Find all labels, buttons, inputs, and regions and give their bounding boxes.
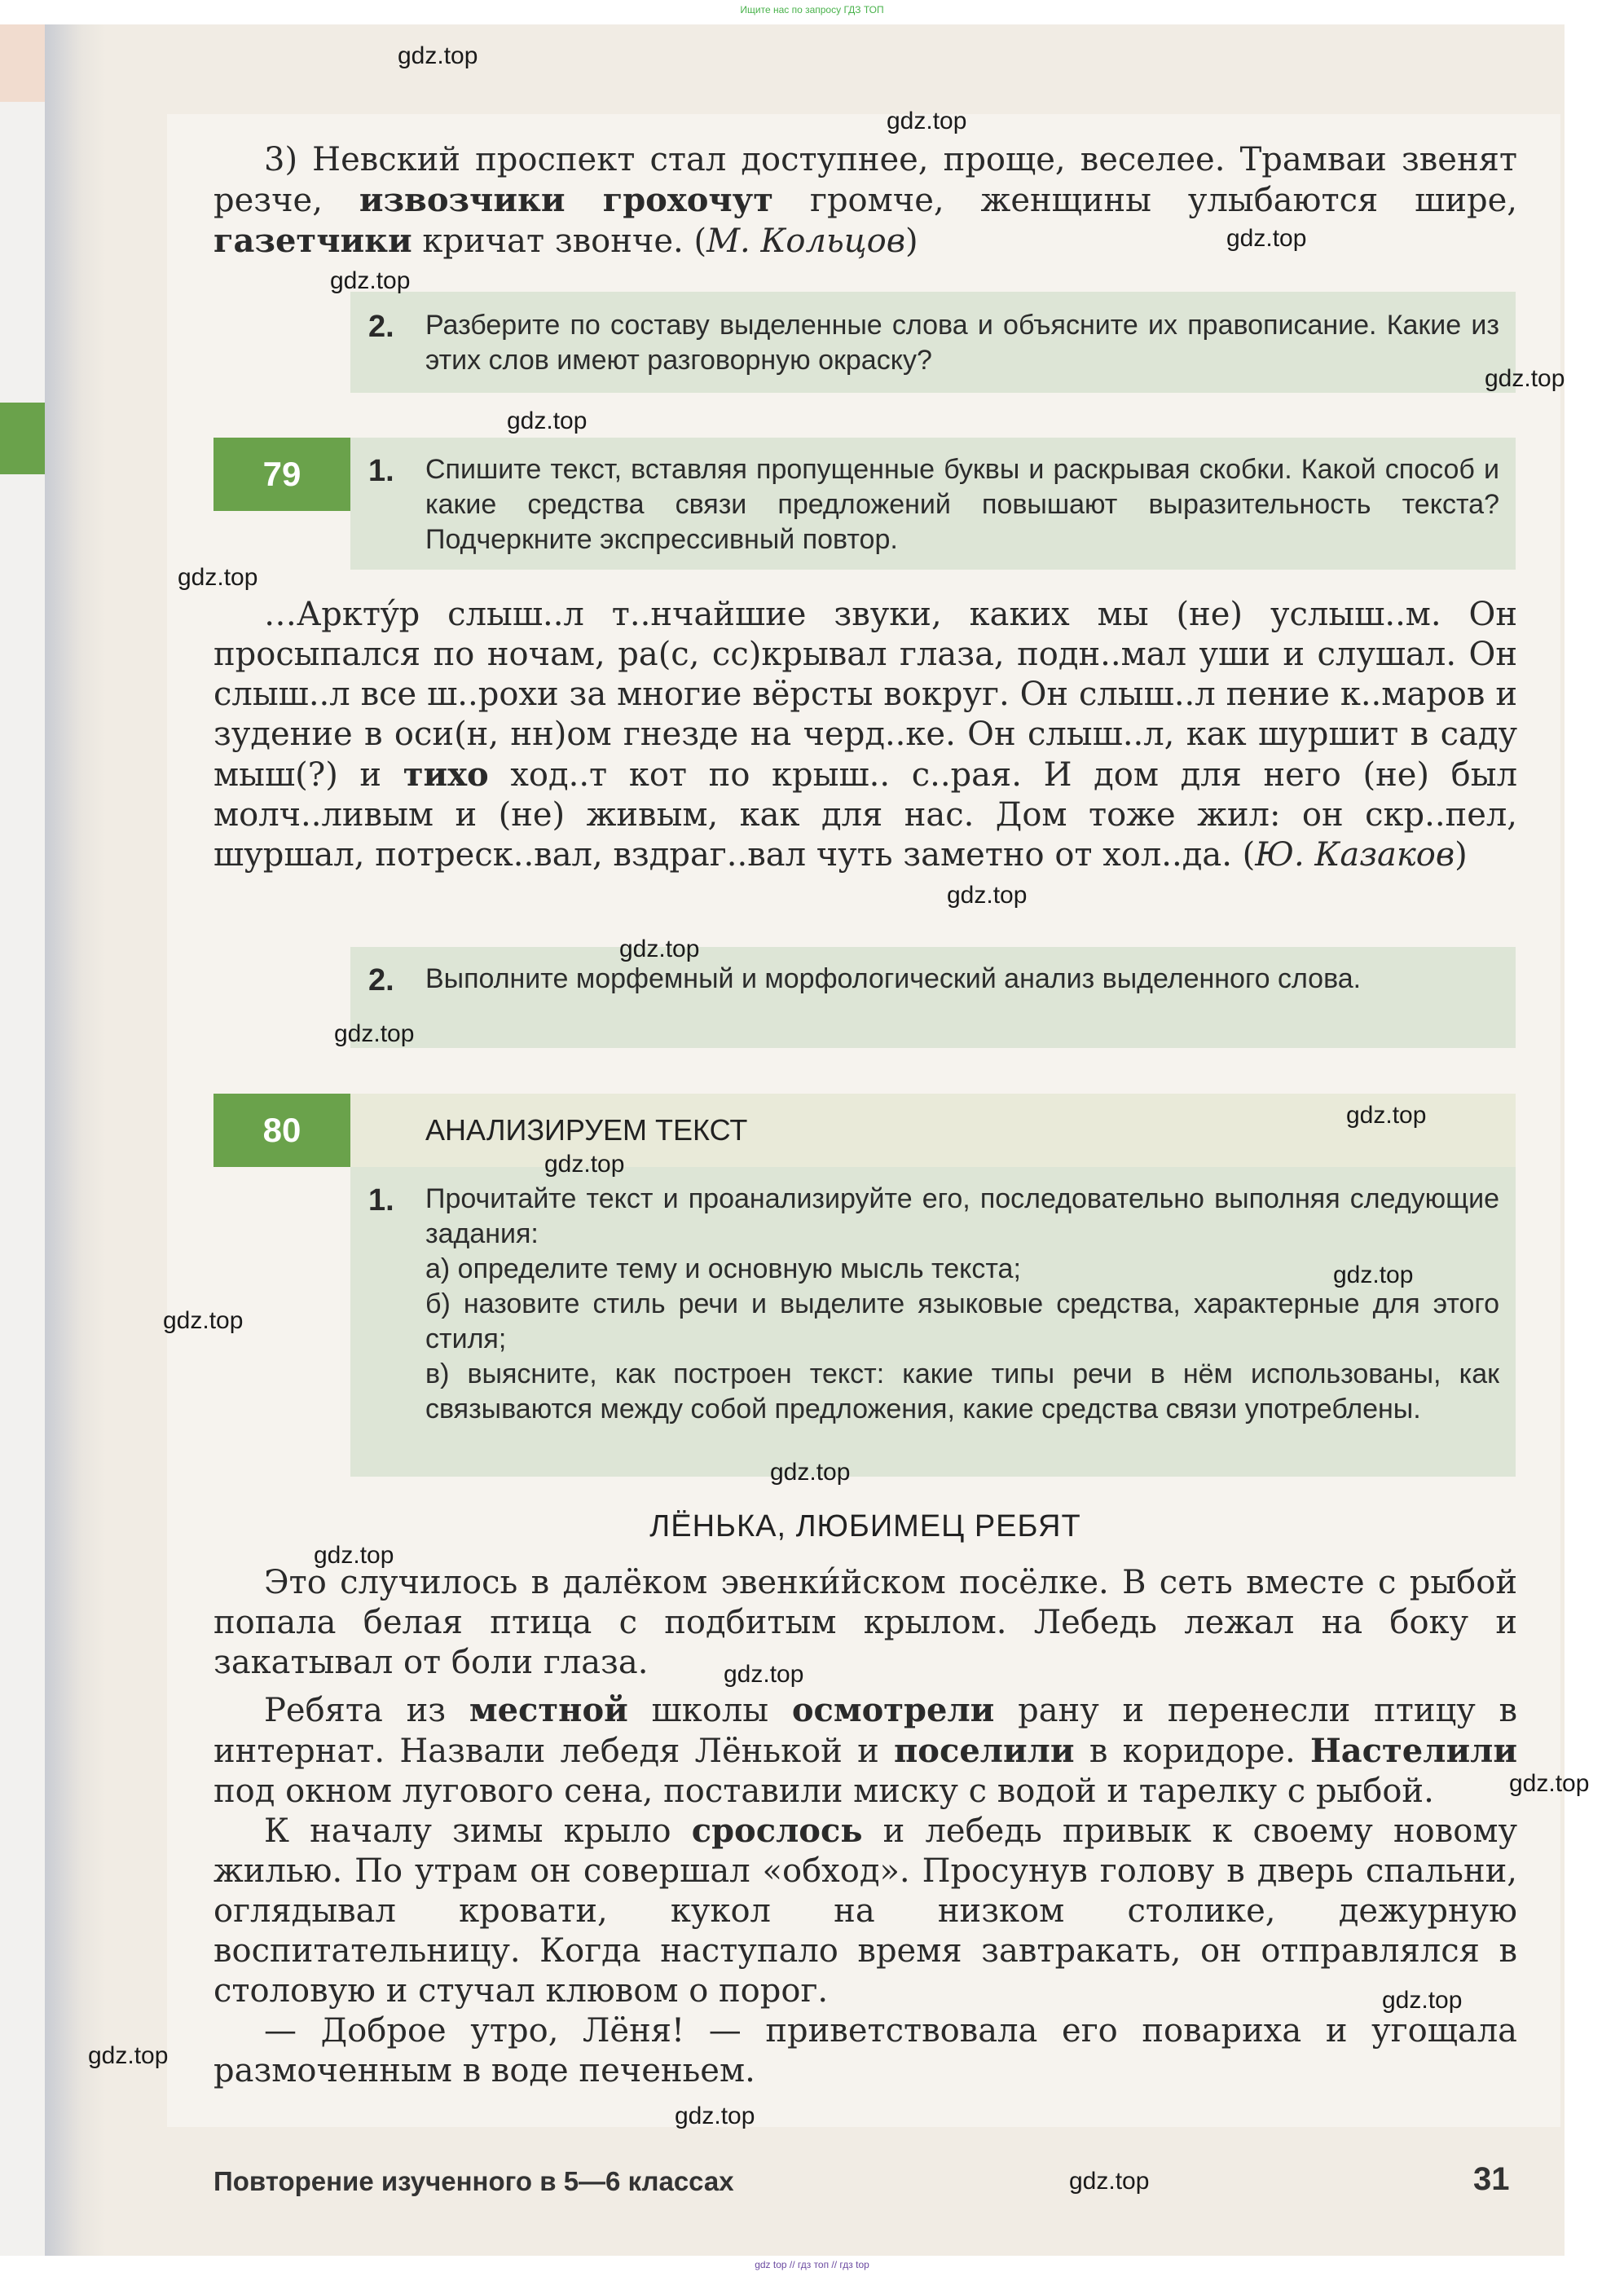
- task-number: 2.: [368, 963, 394, 997]
- task-line: в) выясните, как построен текст: какие типы речи в нём использованы, как связываются между собой предложения, какие средства связи употреблены.: [425, 1358, 1499, 1425]
- watermark: gdz.top: [163, 1307, 244, 1334]
- exercise-badge-79: 79: [213, 438, 350, 511]
- watermark: gdz.top: [330, 267, 411, 294]
- paragraph-3: 3) Невский проспект стал доступнее, проще, веселее. Трамваи звенят резче, извозчики грохочут громче, женщины улыбаются шире, газетчики кричат звонче. (М. Кольцов): [213, 141, 1517, 260]
- task-box-2: [350, 292, 1516, 393]
- watermark: gdz.top: [770, 1459, 851, 1486]
- story-paragraph-4: — Доброе утро, Лёня! — приветствовала его повариха и угощала размоченным в воде печеньем.: [213, 2012, 1517, 2089]
- story-paragraph-1: Это случилось в далёком эвенки́йском посёлке. В сеть вместе с рыбой попала белая птица с подбитым крылом. Лебедь лежал на боку и закатывал от боли глаза.: [213, 1564, 1517, 1681]
- exercise-heading: АНАЛИЗИРУЕМ ТЕКСТ: [425, 1113, 748, 1147]
- left-margin-green-tab: [0, 403, 45, 474]
- story-paragraph-2: Ребята из местной школы осмотрели рану и перенесли птицу в интернат. Назвали лебедя Лёнькой и поселили в коридоре. Настелили под окном лугового сена, поставили миску с водой и тарелку с рыбой.: [213, 1691, 1517, 1810]
- watermark: gdz.top: [1509, 1770, 1590, 1797]
- exercise-80-task-box: [350, 1167, 1516, 1477]
- watermark: gdz.top: [1485, 365, 1565, 392]
- story-paragraph-3: К началу зимы крыло срослось и лебедь привык к своему новому жилью. По утрам он совершал «обход». Просунув голову в дверь спальни, оглядывал кровати, кукол на низком столике, дежурную воспитательницу. Когда наступало время завтракать, он отправлялся в столовую и стучал клювом о порог.: [213, 1812, 1517, 2010]
- task-number: 2.: [368, 310, 394, 344]
- exercise-79-task-box: [350, 438, 1516, 570]
- left-margin-strip: [0, 24, 45, 2256]
- task-line: а) определите тему и основную мысль текста;: [425, 1253, 1021, 1284]
- exercise-79-text: …Арктýр слыш..л т..нчайшие звуки, каких мы (не) услыш..м. Он просыпался по ночам, ра(с, сс)крывал глаза, подн..мал уши и слушал. Он слыш..л все ш..рохи за многие вёрсты вокруг. Он слыш..л пение к..маров и зудение в оси(н, нн)ом гнезде на черд..ке. Он слыш..л, как шуршит в саду мыш(?) и тихо ход..т кот по крыш.. с..рая. И дом для него (не) был молч..ливым и (не) живым, как для нас. Дом тоже жил: он скр..пел, шуршал, потреск..вал, вздраг..вал чуть заметно от хол..да. (Ю. Казаков): [213, 596, 1517, 874]
- watermark: gdz.top: [398, 42, 478, 69]
- watermark: gdz.top: [1333, 1262, 1414, 1288]
- task-line: Прочитайте текст и проанализируйте его, последовательно выполняя следующие задания:: [425, 1183, 1499, 1249]
- watermark: gdz.top: [507, 407, 588, 434]
- bottom-note: gdz top // гдз топ // гдз top: [755, 2259, 869, 2270]
- book-spine-shadow: [45, 24, 106, 2256]
- exercise-badge-80: 80: [213, 1094, 350, 1167]
- footer-section-title: Повторение изученного в 5—6 классах: [213, 2166, 734, 2196]
- page-number: 31: [1473, 2161, 1510, 2197]
- watermark: gdz.top: [178, 564, 258, 591]
- task-number: 1.: [368, 1183, 394, 1218]
- watermark: gdz.top: [334, 1020, 415, 1047]
- watermark: gdz.top: [1069, 2168, 1150, 2195]
- task-list: [425, 1182, 1499, 1427]
- task-text: Выполните морфемный и морфологический анализ выделенного слова.: [425, 963, 1362, 994]
- watermark: gdz.top: [314, 1542, 394, 1569]
- exercise-79-task2-box: [350, 947, 1516, 1048]
- watermark: gdz.top: [675, 2103, 755, 2129]
- watermark: gdz.top: [1226, 225, 1307, 252]
- left-margin-tab: [0, 24, 45, 102]
- exercise-80-heading-band: [350, 1094, 1516, 1167]
- watermark: gdz.top: [88, 2042, 169, 2069]
- watermark: gdz.top: [887, 108, 967, 134]
- task-text: Спишите текст, вставляя пропущенные буквы и раскрывая скобки. Какой способ и какие средства связи предложений повышают выразительность текста? Подчеркните экспрессивный повтор.: [425, 454, 1499, 555]
- watermark: gdz.top: [1346, 1102, 1427, 1129]
- top-note: Ищите нас по запросу ГДЗ ТОП: [740, 4, 884, 15]
- watermark: gdz.top: [1382, 1987, 1463, 2014]
- watermark: gdz.top: [947, 882, 1028, 909]
- watermark: gdz.top: [724, 1661, 804, 1688]
- watermark: gdz.top: [544, 1151, 625, 1178]
- task-text: Разберите по составу выделенные слова и объясните их правописание. Какие из этих слов имеют разговорную окраску?: [425, 310, 1499, 376]
- story-title: ЛЁНЬКА, ЛЮБИМЕЦ РЕБЯТ: [649, 1509, 1081, 1543]
- watermark: gdz.top: [619, 936, 700, 962]
- task-number: 1.: [368, 454, 394, 488]
- task-line: б) назовите стиль речи и выделите языковые средства, характерные для этого стиля;: [425, 1288, 1499, 1354]
